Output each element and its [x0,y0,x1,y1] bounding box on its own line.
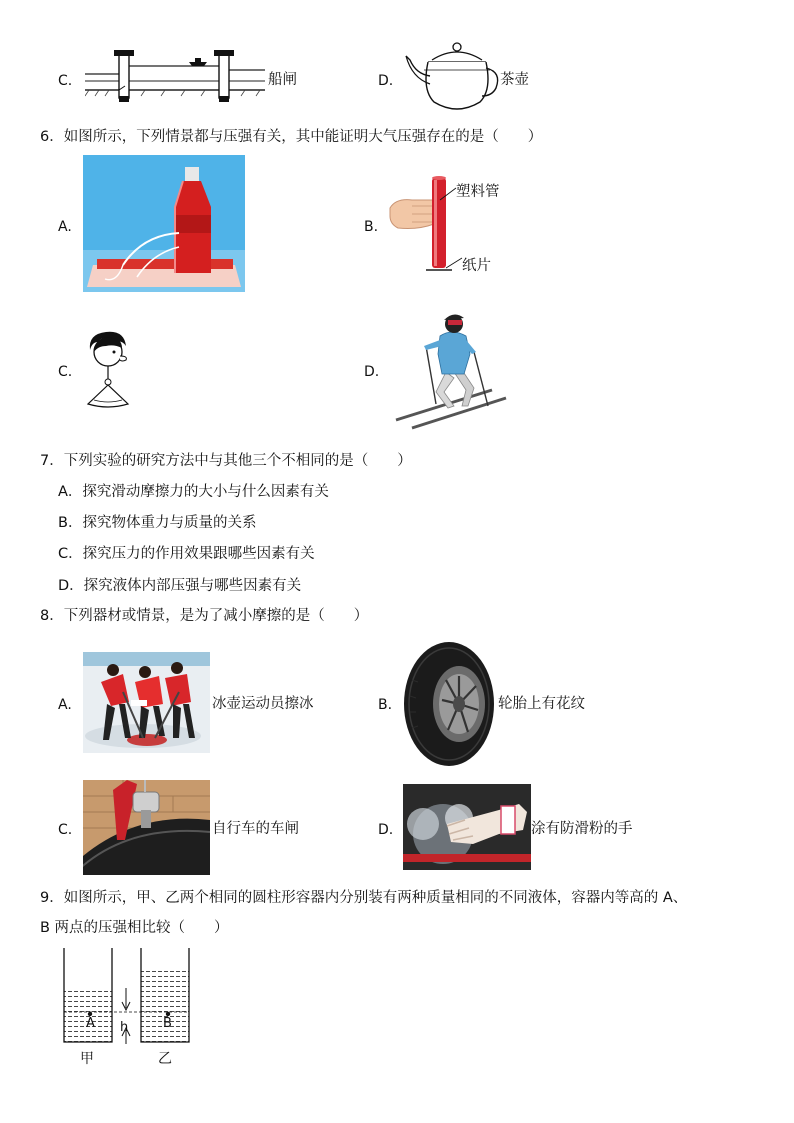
q8-option-c-letter: C. [58,822,73,838]
q8-stem: 8．下列器材或情景，是为了减小摩擦的是（ ） [40,608,369,624]
teapot-figure [402,40,502,116]
q5-option-c-label: 船闸 [268,72,297,88]
q9-container-jia-label: 甲 [80,1051,94,1067]
q6-option-b-label-tube: 塑料管 [456,184,500,200]
chalk-hands-photo [403,784,531,870]
bicycle-brake-photo [83,780,210,875]
tire-photo [404,640,494,768]
bottle-siphon-photo [83,155,245,292]
q6-option-d-letter: D. [364,364,380,380]
q7-option-d: D．探究液体内部压强与哪些因素有关 [58,578,302,594]
q6-option-a-letter: A. [58,219,72,235]
q6-b-leader-lines [438,186,466,272]
q6-stem: 6．如图所示，下列情景都与压强有关，其中能证明大气压强存在的是（ ） [40,129,543,145]
q8-option-b-letter: B. [378,697,393,713]
q7-option-c: C．探究压力的作用效果跟哪些因素有关 [58,546,315,562]
curling-sweepers-photo [83,652,210,753]
q8-option-b-label: 轮胎上有花纹 [498,696,585,712]
q7-option-b: B．探究物体重力与质量的关系 [58,515,257,531]
q7-stem: 7．下列实验的研究方法中与其他三个不相同的是（ ） [40,453,412,469]
q6-option-b-label-paper: 纸片 [462,258,491,274]
q8-option-d-label: 涂有防滑粉的手 [531,821,633,837]
q9-stem-line1: 9．如图所示，甲、乙两个相同的圆柱形容器内分别装有两种质量相同的不同液体，容器内等高的 A、 [40,890,688,906]
q9-point-a: A [86,1016,95,1031]
q5-option-d-label: 茶壶 [500,72,529,88]
q9-stem-line2: B 两点的压强相比较（ ） [40,920,229,936]
q7-option-a: A．探究滑动摩擦力的大小与什么因素有关 [58,484,329,500]
q9-h-label: h [120,1020,129,1035]
q5-option-c-letter: C. [58,73,73,89]
skier-figure [392,310,510,432]
q6-option-c-letter: C. [58,364,73,380]
boy-suction-cup-figure [84,330,136,410]
q8-option-d-letter: D. [378,822,394,838]
q9-container-yi-label: 乙 [158,1051,172,1067]
q8-option-c-label: 自行车的车闸 [212,821,299,837]
q9-point-b: B [163,1016,172,1031]
q6-option-b-letter: B. [364,219,379,235]
q8-option-a-letter: A. [58,697,72,713]
q5-option-d-letter: D. [378,73,394,89]
q8-option-a-label: 冰壶运动员擦冰 [212,696,314,712]
ship-lock-figure [85,48,265,106]
